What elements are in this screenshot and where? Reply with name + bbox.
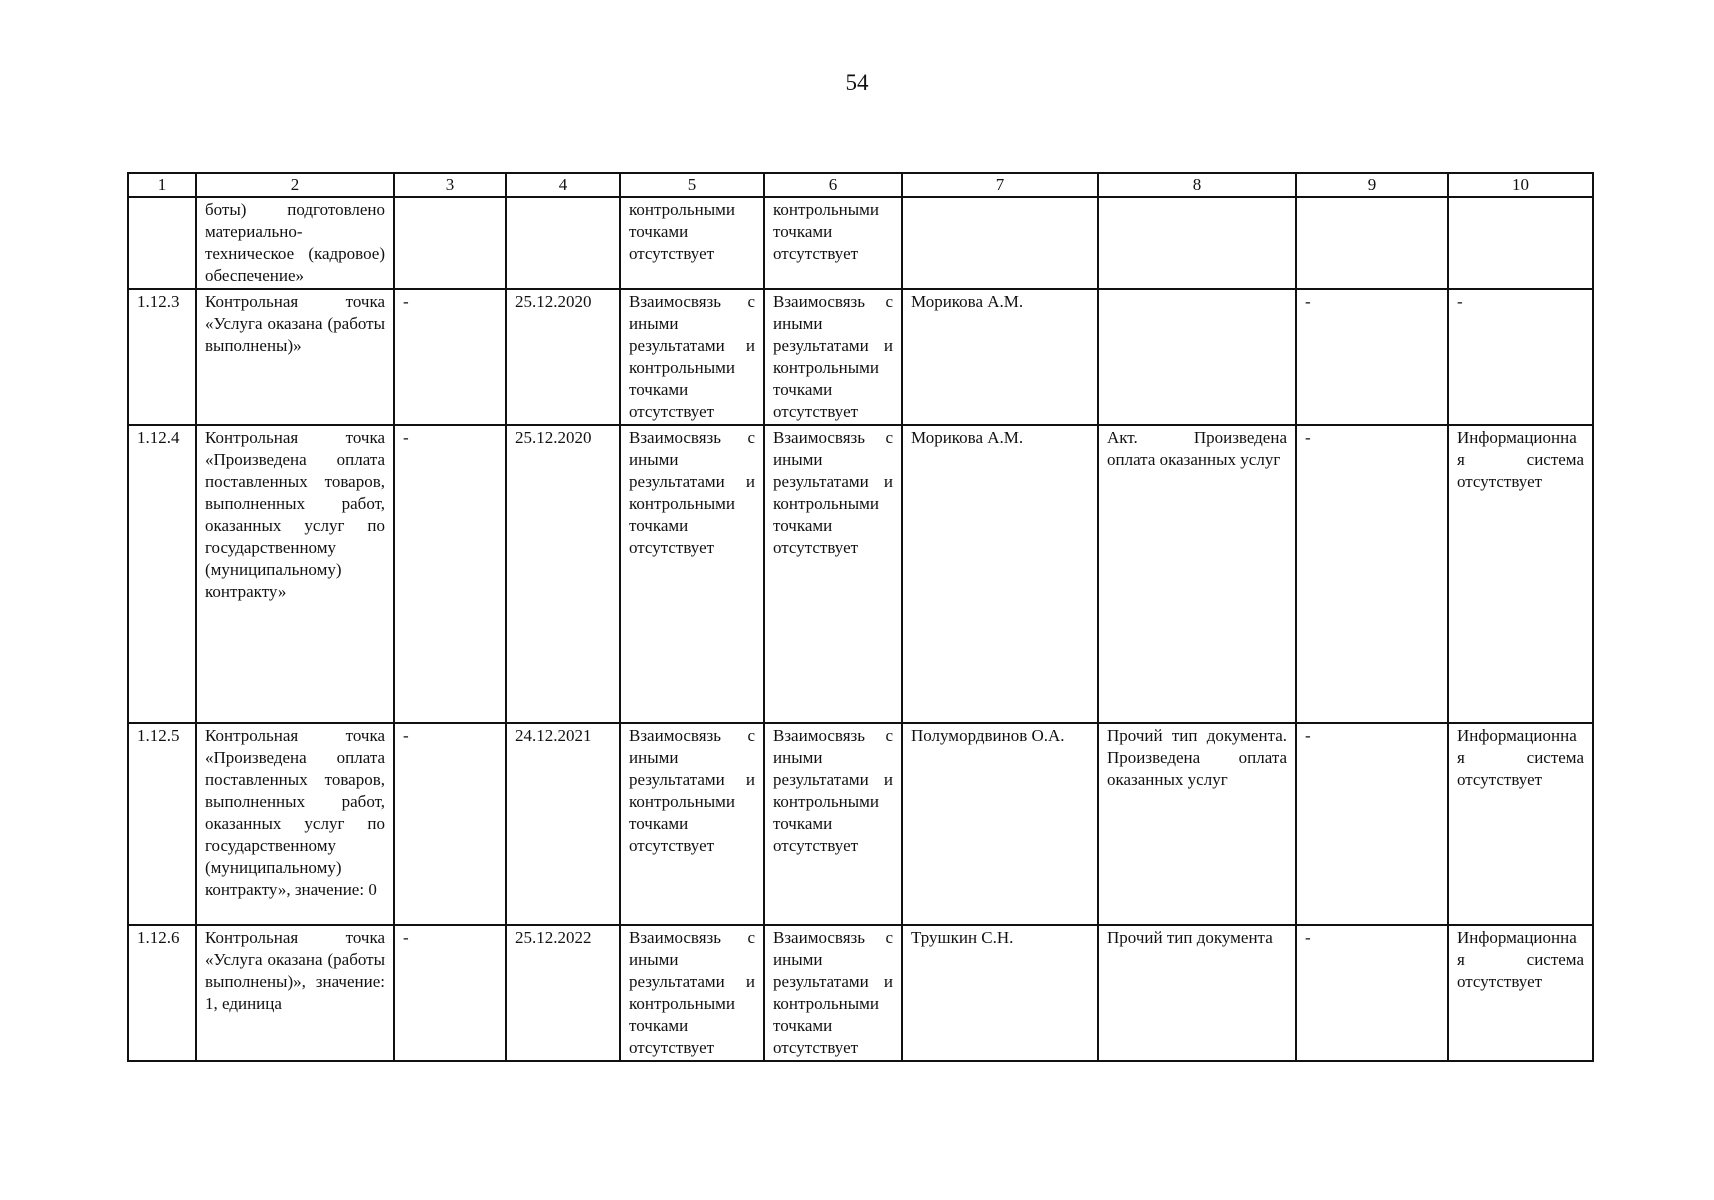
- date-cell: [506, 197, 620, 289]
- info-system-cell: Информационная система отсутствует: [1448, 425, 1593, 723]
- date-cell: 25.12.2020: [506, 289, 620, 425]
- relation-cell: Взаимосвязь с иными результатами и контрольными точками отсутствует: [620, 289, 764, 425]
- document-cell: Прочий тип документа: [1098, 925, 1296, 1061]
- control-point-name-cell: Контрольная точка «Услуга оказана (работы выполнены)»: [196, 289, 394, 425]
- responsible-cell: Трушкин С.Н.: [902, 925, 1098, 1061]
- table-row: [128, 723, 1593, 925]
- row-number-cell: [128, 197, 196, 289]
- row-number-cell: 1.12.6: [128, 925, 196, 1061]
- responsible-cell: [902, 197, 1098, 289]
- relation-cell: Взаимосвязь с иными результатами и контрольными точками отсутствует: [764, 425, 902, 723]
- relation-cell: Взаимосвязь с иными результатами и контрольными точками отсутствует: [764, 289, 902, 425]
- info-system-cell: -: [1448, 289, 1593, 425]
- document-cell: [1098, 197, 1296, 289]
- control-point-name-cell: Контрольная точка «Произведена оплата поставленных товаров, выполненных работ, оказанных услуг по государственному (муниципальному) контракту»: [196, 425, 394, 723]
- table-cell: -: [1296, 425, 1448, 723]
- column-header: 10: [1448, 173, 1593, 197]
- table-cell: [394, 197, 506, 289]
- info-system-cell: Информационная система отсутствует: [1448, 723, 1593, 925]
- column-header: 1: [128, 173, 196, 197]
- relation-cell: контрольными точками отсутствует: [620, 197, 764, 289]
- column-header: 6: [764, 173, 902, 197]
- column-header: 8: [1098, 173, 1296, 197]
- date-cell: 24.12.2021: [506, 723, 620, 925]
- table-row: [128, 925, 1593, 1061]
- column-header: 2: [196, 173, 394, 197]
- row-number-cell: 1.12.4: [128, 425, 196, 723]
- table-cell: -: [1296, 723, 1448, 925]
- document-cell: [1098, 289, 1296, 425]
- table-cell: -: [1296, 289, 1448, 425]
- date-cell: 25.12.2020: [506, 425, 620, 723]
- document-cell: Прочий тип документа. Произведена оплата оказанных услуг: [1098, 723, 1296, 925]
- responsible-cell: Полумордвинов О.А.: [902, 723, 1098, 925]
- table-cell: -: [394, 425, 506, 723]
- column-header: 7: [902, 173, 1098, 197]
- column-header: 3: [394, 173, 506, 197]
- relation-cell: Взаимосвязь с иными результатами и контрольными точками отсутствует: [620, 425, 764, 723]
- control-point-name-cell: Контрольная точка «Произведена оплата поставленных товаров, выполненных работ, оказанных услуг по государственному (муниципальному) контракту», значение: 0: [196, 723, 394, 925]
- relation-cell: Взаимосвязь с иными результатами и контрольными точками отсутствует: [764, 723, 902, 925]
- column-header: 5: [620, 173, 764, 197]
- relation-cell: Взаимосвязь с иными результатами и контрольными точками отсутствует: [620, 925, 764, 1061]
- row-number-cell: 1.12.3: [128, 289, 196, 425]
- relation-cell: Взаимосвязь с иными результатами и контрольными точками отсутствует: [764, 925, 902, 1061]
- column-header: 4: [506, 173, 620, 197]
- control-points-table: [127, 172, 1594, 1062]
- table-cell: -: [394, 289, 506, 425]
- table-cell: -: [1296, 925, 1448, 1061]
- info-system-cell: [1448, 197, 1593, 289]
- responsible-cell: Морикова А.М.: [902, 289, 1098, 425]
- table-cell: -: [394, 723, 506, 925]
- control-point-name-cell: боты) подготовлено материально-техническое (кадровое) обеспечение»: [196, 197, 394, 289]
- page-number: 54: [845, 70, 869, 95]
- date-cell: 25.12.2022: [506, 925, 620, 1061]
- table-header-row: [128, 173, 1593, 197]
- table-cell: [1296, 197, 1448, 289]
- responsible-cell: Морикова А.М.: [902, 425, 1098, 723]
- table-row: [128, 197, 1593, 289]
- control-point-name-cell: Контрольная точка «Услуга оказана (работы выполнены)», значение: 1, единица: [196, 925, 394, 1061]
- table-row: [128, 425, 1593, 723]
- table-row: [128, 289, 1593, 425]
- info-system-cell: Информационная система отсутствует: [1448, 925, 1593, 1061]
- document-cell: Акт. Произведена оплата оказанных услуг: [1098, 425, 1296, 723]
- relation-cell: контрольными точками отсутствует: [764, 197, 902, 289]
- row-number-cell: 1.12.5: [128, 723, 196, 925]
- table-cell: -: [394, 925, 506, 1061]
- relation-cell: Взаимосвязь с иными результатами и контрольными точками отсутствует: [620, 723, 764, 925]
- column-header: 9: [1296, 173, 1448, 197]
